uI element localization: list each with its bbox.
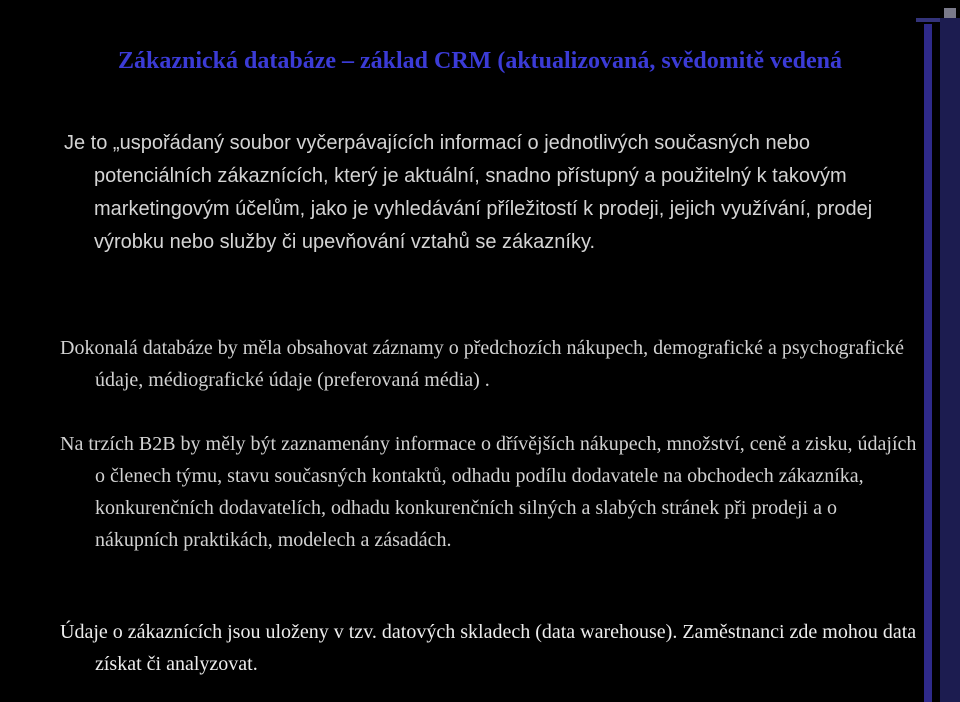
slide-frame-decoration <box>944 8 956 18</box>
slide-frame-decoration <box>940 18 960 702</box>
definition-paragraph: Je to „uspořádaný soubor vyčerpávajících informací o jednotlivých současných nebo potenciálních zákaznících, který je aktuální, snadno přístupný a použitelný k takovým marketingovým účelům, jako je vyhledávání příležitostí k prodeji, jejich využívání, prodej výrobku nebo služby či upevňování vztahů se zákazníky. <box>64 132 873 253</box>
database-contents-paragraph: Dokonalá databáze by měla obsahovat záznamy o předchozích nákupech, demografické a psychografické údaje, médiografické údaje (preferovaná média) . <box>60 337 905 391</box>
b2b-paragraph: Na trzích B2B by měly být zaznamenány informace o dřívějších nákupech, množství, ceně a zisku, údajích o členech týmu, stavu současných kontaktů, odhadu podílu dodavatele na obchodech zákazníka, konkurenčních dodavatelích, odhadu konkurenčních silných a slabých stránek při prodeji a o nákupních praktikách, modelech a zásadách. <box>60 433 917 551</box>
data-warehouse-paragraph: Údaje o zákaznících jsou uloženy v tzv. datových skladech (data warehouse). Zaměstnanci zde mohou data získat či analyzovat. <box>60 621 917 675</box>
slide-title: Zákaznická databáze – základ CRM (aktualizovaná, svědomitě vedená <box>117 48 842 74</box>
slide-frame-decoration <box>924 24 932 702</box>
